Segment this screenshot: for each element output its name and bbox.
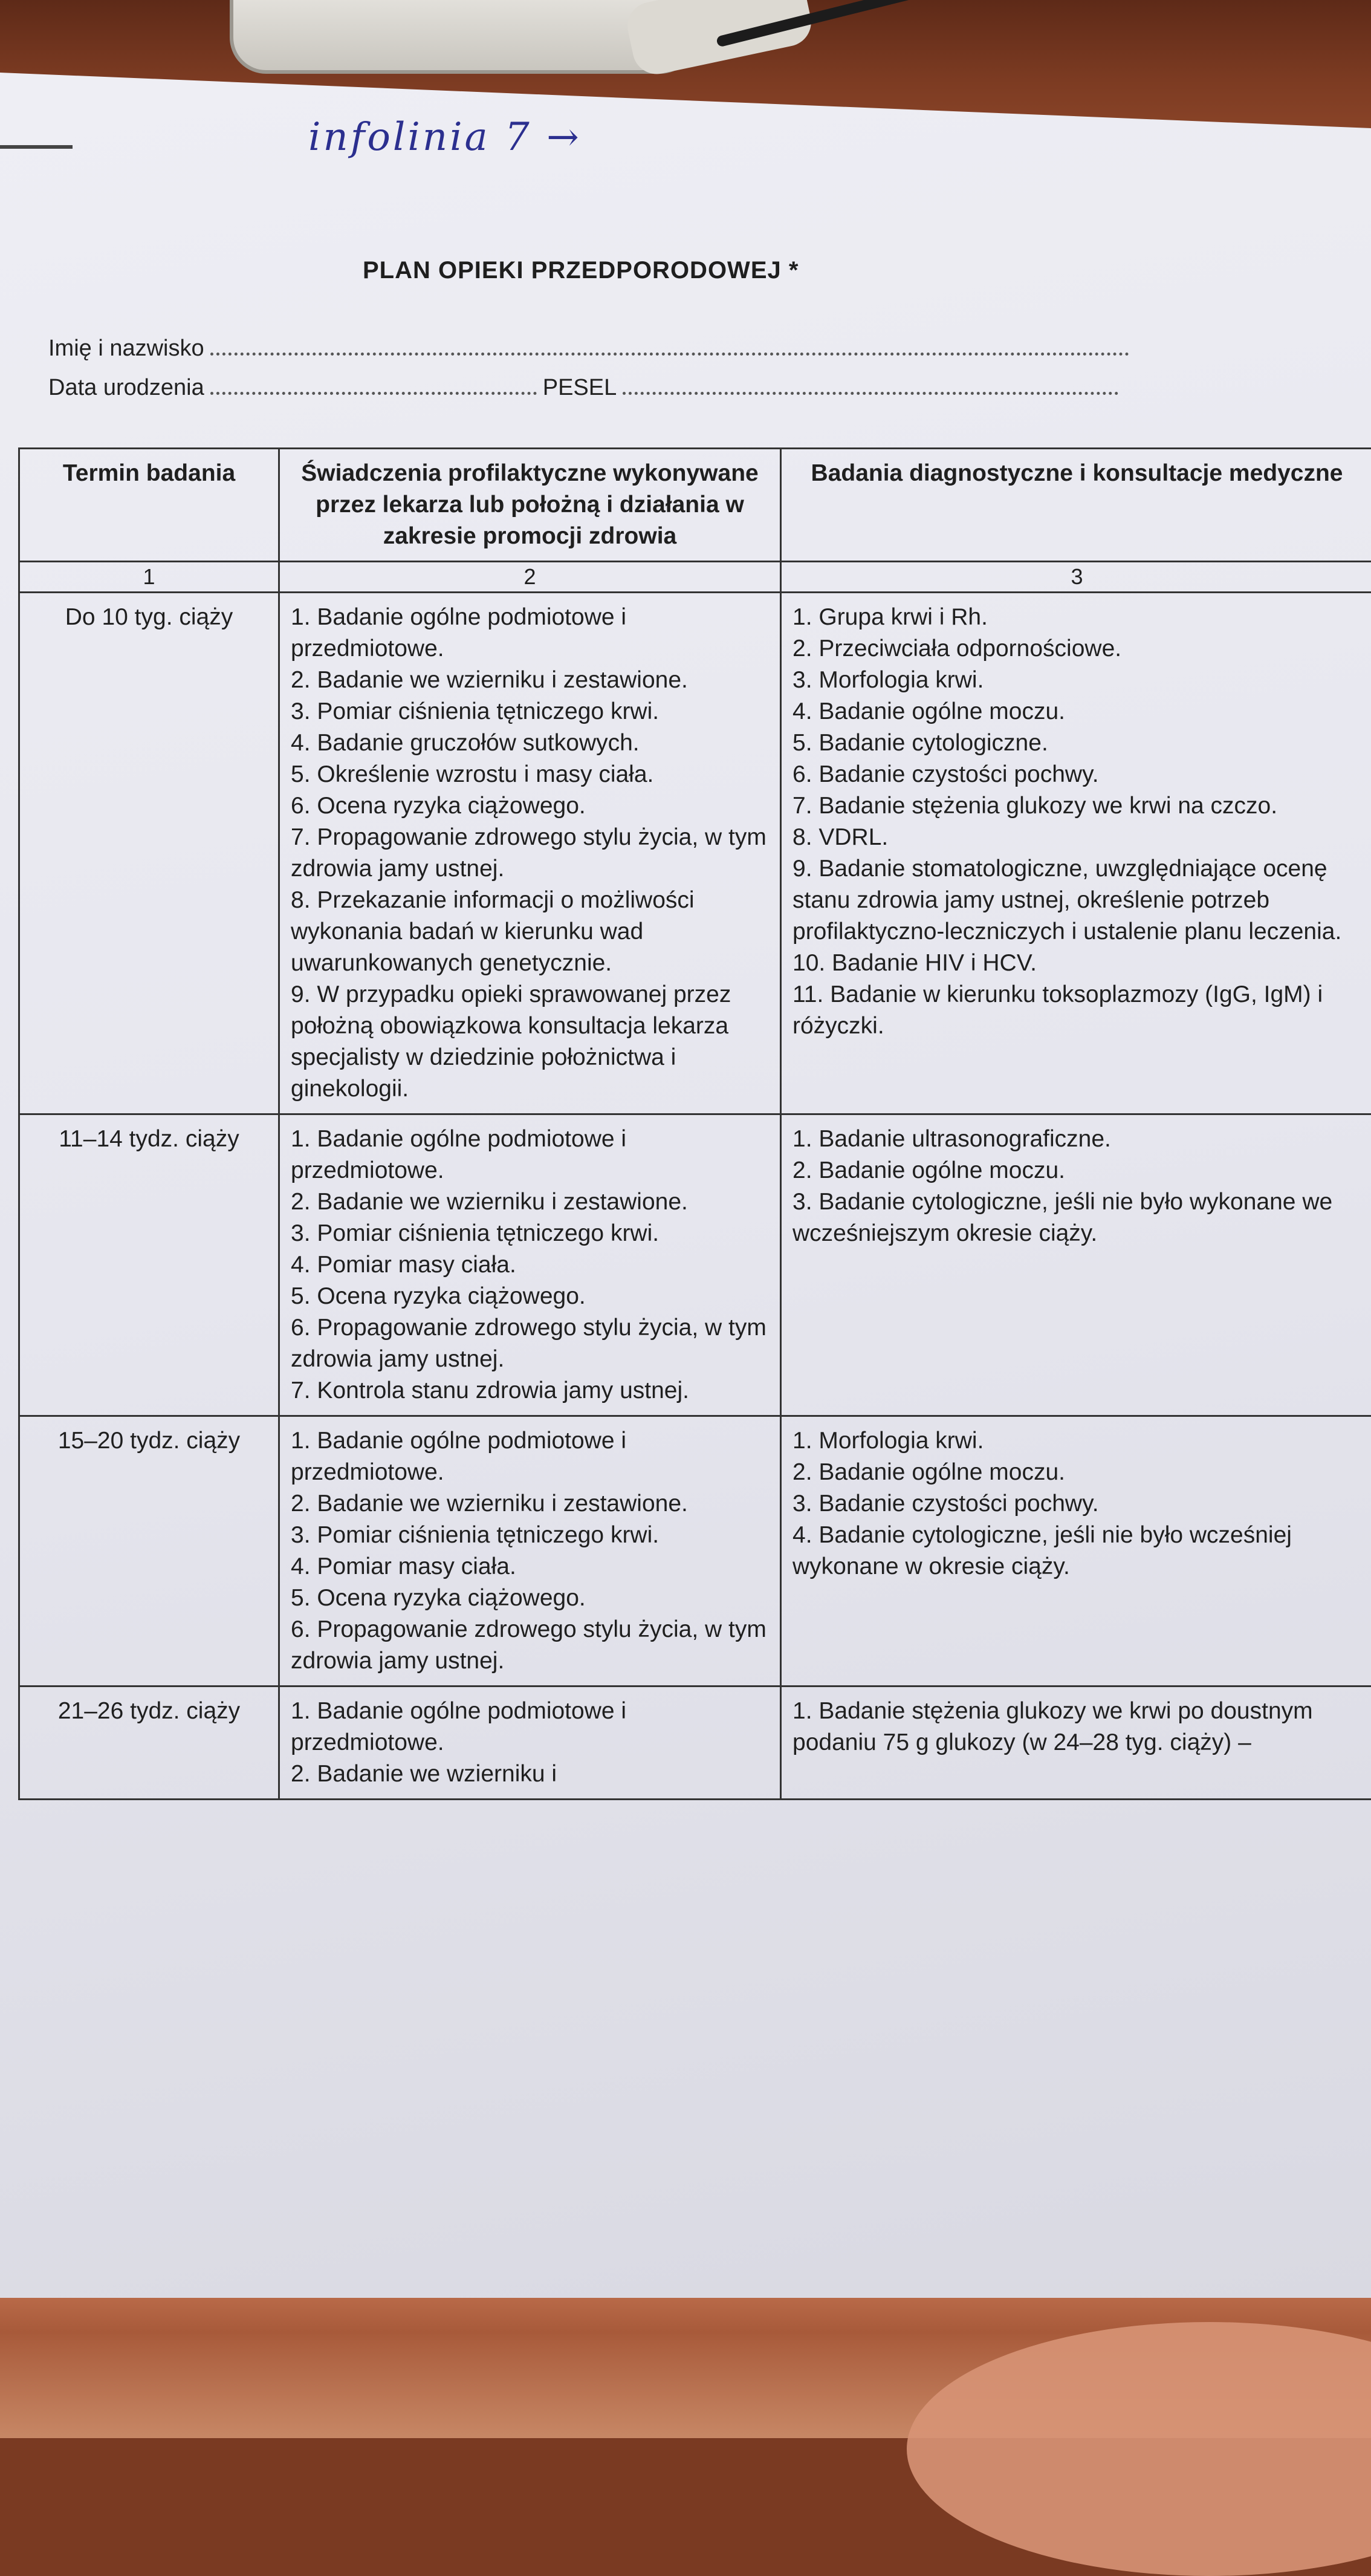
list-item: 3. Pomiar ciśnienia tętniczego krwi.: [291, 696, 769, 727]
table-header-row: [19, 449, 1371, 562]
list-item: 2. Badanie ogólne moczu.: [792, 1457, 1361, 1488]
name-dotted-line: [210, 348, 1129, 356]
list-item: 6. Ocena ryzyka ciążowego.: [291, 790, 769, 822]
list-item: 7. Badanie stężenia glukozy we krwi na czczo.: [792, 790, 1361, 822]
list-item: 4. Badanie cytologiczne, jeśli nie było wcześniej wykonane w okresie ciąży.: [792, 1520, 1361, 1582]
column-number: 3: [781, 562, 1371, 593]
list-item: 2. Badanie we wzierniku i zestawione.: [291, 1488, 769, 1520]
list-item: 9. W przypadku opieki sprawowanej przez położną obowiązkowa konsultacja lekarza specjalisty w dziedzinie położnictwa i ginekologii.: [291, 979, 769, 1105]
table-row: [19, 1686, 1371, 1800]
list-item: 8. VDRL.: [792, 822, 1361, 853]
header-term: Termin badania: [19, 449, 279, 562]
list-item: 4. Pomiar masy ciała.: [291, 1551, 769, 1582]
list-item: 6. Propagowanie zdrowego stylu życia, w tym zdrowia jamy ustnej.: [291, 1312, 769, 1375]
list-item: 9. Badanie stomatologiczne, uwzględniające ocenę stanu zdrowia jamy ustnej, określenie potrzeb profilaktyczno-leczniczych i ustalenie planu leczenia.: [792, 853, 1361, 948]
list-item: 3. Morfologia krwi.: [792, 665, 1361, 696]
name-field: [48, 336, 1135, 362]
list-item: 1. Badanie stężenia glukozy we krwi po doustnym podaniu 75 g glukozy (w 24–28 tyg. ciąży) –: [792, 1696, 1361, 1758]
tablet-device: [230, 0, 696, 74]
diagnostics-cell: [781, 1416, 1371, 1686]
diagnostics-cell: [781, 593, 1371, 1114]
services-cell: [279, 1416, 781, 1686]
list-item: 3. Badanie czystości pochwy.: [792, 1488, 1361, 1520]
header-services: Świadczenia profilaktyczne wykonywane przez lekarza lub położną i działania w zakresie promocji zdrowia: [279, 449, 781, 562]
list-item: 5. Ocena ryzyka ciążowego.: [291, 1582, 769, 1614]
care-plan-table: [18, 447, 1371, 1800]
term-cell: 15–20 tydz. ciąży: [19, 1416, 279, 1686]
column-number-row: [19, 562, 1371, 593]
list-item: 2. Badanie we wzierniku i zestawione.: [291, 1186, 769, 1218]
birth-dotted-line: [210, 387, 537, 395]
list-item: 4. Pomiar masy ciała.: [291, 1249, 769, 1281]
list-item: 2. Badanie we wzierniku i zestawione.: [291, 665, 769, 696]
list-item: 1. Grupa krwi i Rh.: [792, 602, 1361, 633]
list-item: 5. Badanie cytologiczne.: [792, 727, 1361, 759]
list-item: 6. Propagowanie zdrowego stylu życia, w tym zdrowia jamy ustnej.: [291, 1614, 769, 1677]
list-item: 4. Badanie gruczołów sutkowych.: [291, 727, 769, 759]
services-cell: [279, 1114, 781, 1416]
term-cell: Do 10 tyg. ciąży: [19, 593, 279, 1114]
table-row: [19, 593, 1371, 1114]
table-row: [19, 1114, 1371, 1416]
pesel-label: PESEL: [543, 375, 617, 401]
list-item: 3. Pomiar ciśnienia tętniczego krwi.: [291, 1520, 769, 1551]
pesel-dotted-line: [623, 387, 1118, 395]
list-item: 1. Badanie ultrasonograficzne.: [792, 1124, 1361, 1155]
list-item: 4. Badanie ogólne moczu.: [792, 696, 1361, 727]
list-item: 5. Określenie wzrostu i masy ciała.: [291, 759, 769, 790]
birth-field: [48, 375, 1124, 401]
services-cell: [279, 1686, 781, 1800]
list-item: 1. Badanie ogólne podmiotowe i przedmiotowe.: [291, 1696, 769, 1758]
list-item: 3. Badanie cytologiczne, jeśli nie było wykonane we wcześniejszym okresie ciąży.: [792, 1186, 1361, 1249]
document-title: PLAN OPIEKI PRZEDPORODOWEJ *: [363, 257, 799, 284]
list-item: 3. Pomiar ciśnienia tętniczego krwi.: [291, 1218, 769, 1249]
list-item: 8. Przekazanie informacji o możliwości wykonania badań w kierunku wad uwarunkowanych genetycznie.: [291, 885, 769, 979]
name-label: Imię i nazwisko: [48, 336, 204, 362]
list-item: 1. Badanie ogólne podmiotowe i przedmiotowe.: [291, 1425, 769, 1488]
list-item: 2. Badanie we wzierniku i: [291, 1758, 769, 1790]
list-item: 7. Propagowanie zdrowego stylu życia, w tym zdrowia jamy ustnej.: [291, 822, 769, 885]
column-number: 1: [19, 562, 279, 593]
list-item: 2. Przeciwciała odpornościowe.: [792, 633, 1361, 665]
term-cell: 21–26 tydz. ciąży: [19, 1686, 279, 1800]
list-item: 1. Badanie ogólne podmiotowe i przedmiotowe.: [291, 602, 769, 665]
list-item: 10. Badanie HIV i HCV.: [792, 948, 1361, 979]
list-item: 7. Kontrola stanu zdrowia jamy ustnej.: [291, 1375, 769, 1407]
handwritten-note: infolinia 7 →: [308, 115, 582, 160]
pen-mark: [0, 145, 73, 149]
list-item: 5. Ocena ryzyka ciążowego.: [291, 1281, 769, 1312]
header-diagnostics: Badania diagnostyczne i konsultacje medyczne: [781, 449, 1371, 562]
term-cell: 11–14 tydz. ciąży: [19, 1114, 279, 1416]
diagnostics-cell: [781, 1114, 1371, 1416]
diagnostics-cell: [781, 1686, 1371, 1800]
column-number: 2: [279, 562, 781, 593]
table-row: [19, 1416, 1371, 1686]
list-item: 1. Morfologia krwi.: [792, 1425, 1361, 1457]
birth-label: Data urodzenia: [48, 375, 204, 401]
list-item: 11. Badanie w kierunku toksoplazmozy (IgG, IgM) i różyczki.: [792, 979, 1361, 1042]
list-item: 6. Badanie czystości pochwy.: [792, 759, 1361, 790]
list-item: 2. Badanie ogólne moczu.: [792, 1155, 1361, 1186]
list-item: 1. Badanie ogólne podmiotowe i przedmiotowe.: [291, 1124, 769, 1186]
services-cell: [279, 593, 781, 1114]
